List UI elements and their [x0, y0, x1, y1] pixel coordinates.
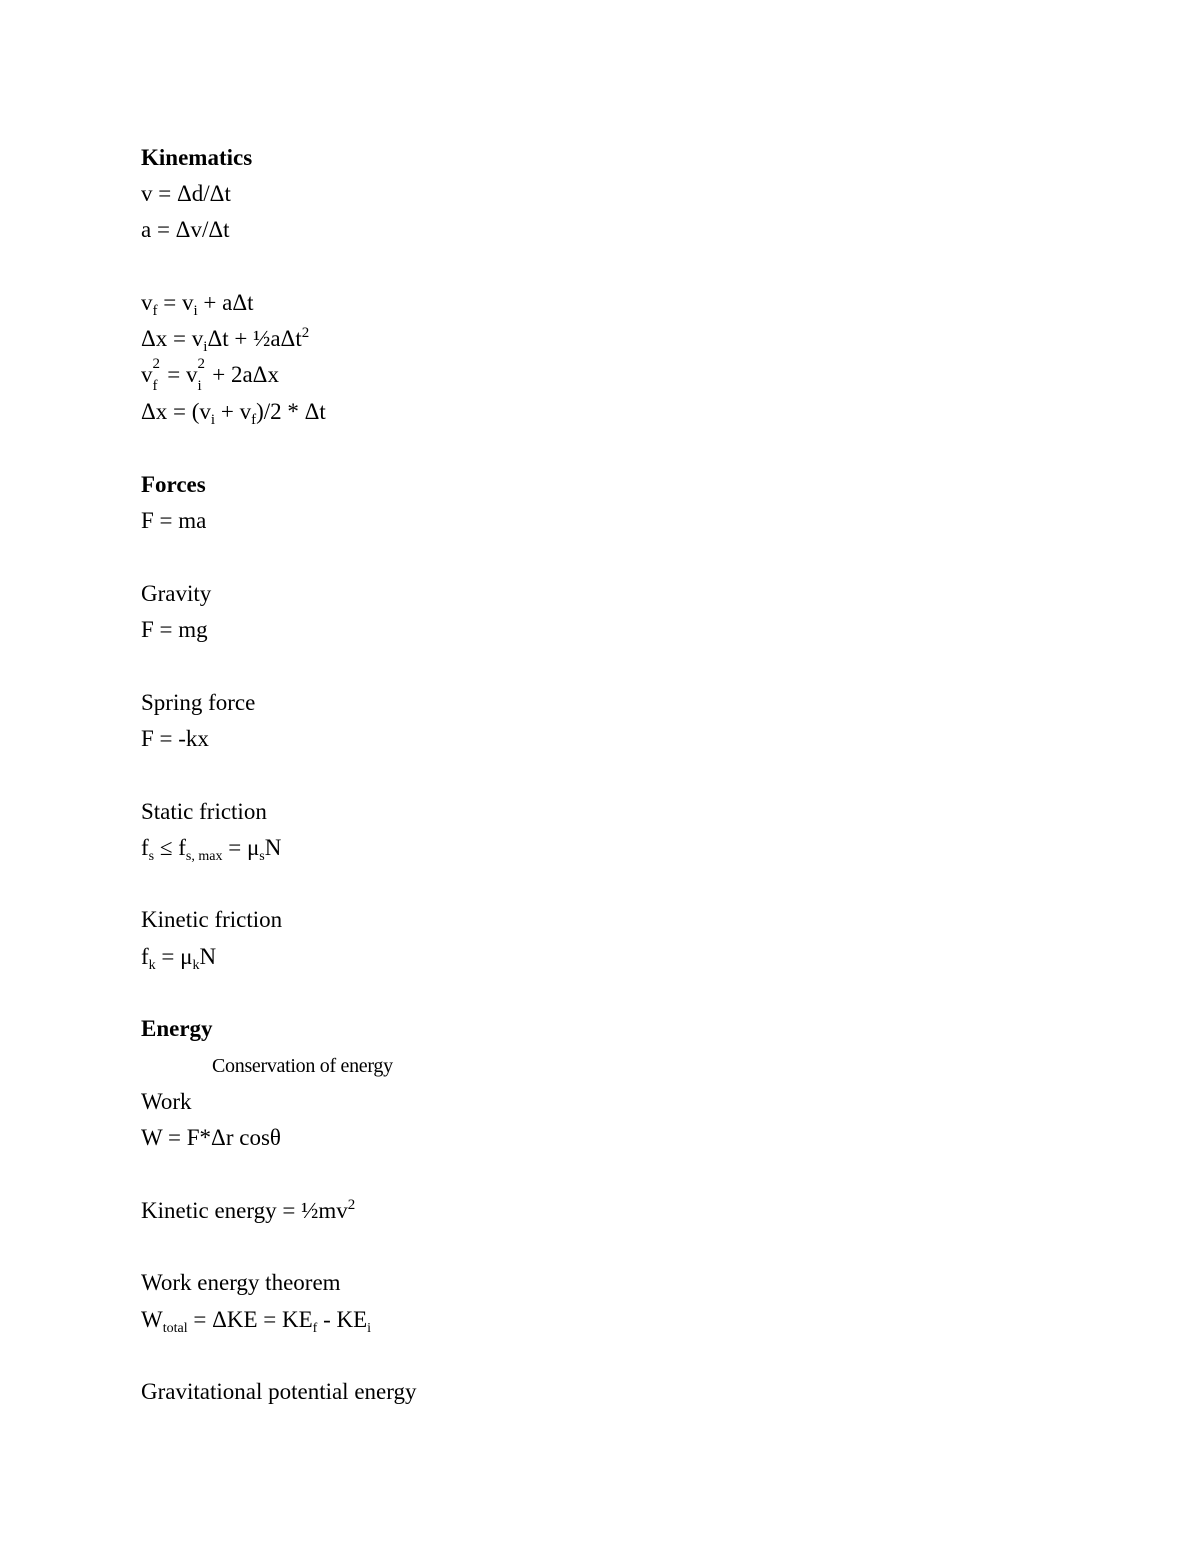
spring-force-label: Spring force	[141, 690, 256, 715]
heading-kinematics: Kinematics	[141, 145, 253, 170]
gravitational-potential-energy-label: Gravitational potential energy	[141, 1379, 417, 1404]
work-energy-theorem-label: Work energy theorem	[141, 1270, 341, 1295]
kinetic-energy-formula: Kinetic energy = $\frac{1}{2}mv^2$	[141, 1197, 356, 1223]
spring-force-formula: F = -kx	[141, 726, 209, 751]
work-energy-theorem-formula: $W_{total} = \Delta KE = KE_f - KE_i$	[141, 1307, 372, 1336]
velocity-formula: v = Δd/Δt	[141, 181, 231, 206]
kinetic-friction-formula: $f_k = \mu_kN$	[141, 944, 217, 973]
kinetic-friction-label: Kinetic friction	[141, 907, 283, 932]
conservation-of-energy: Conservation of energy	[212, 1055, 393, 1077]
kinematic-eq-1: $v_f = v_i + a\Delta t$	[141, 290, 254, 319]
kinematic-eq-4: $\Delta x = (v_i + v_f)/2 * \Delta t$	[141, 399, 326, 428]
newton-second-law: F = ma	[141, 508, 207, 533]
static-friction-formula: $f_s \le f_{s, max} = \mu_sN$	[141, 835, 282, 864]
kinematic-eq-3: v 2 f = v 2 i + 2aΔx	[141, 356, 279, 394]
work-label: Work	[141, 1089, 192, 1114]
static-friction-label: Static friction	[141, 799, 267, 824]
kinematic-eq-2: $\Delta x = v_i\Delta t$ + ½aΔt$^2$	[141, 325, 310, 355]
gravity-label: Gravity	[141, 581, 212, 606]
work-formula: W = F*Δr cosθ	[141, 1125, 281, 1150]
heading-energy: Energy	[141, 1016, 213, 1041]
heading-forces: Forces	[141, 472, 206, 497]
gravity-formula: F = mg	[141, 617, 208, 642]
acceleration-formula: a = Δv/Δt	[141, 217, 230, 242]
